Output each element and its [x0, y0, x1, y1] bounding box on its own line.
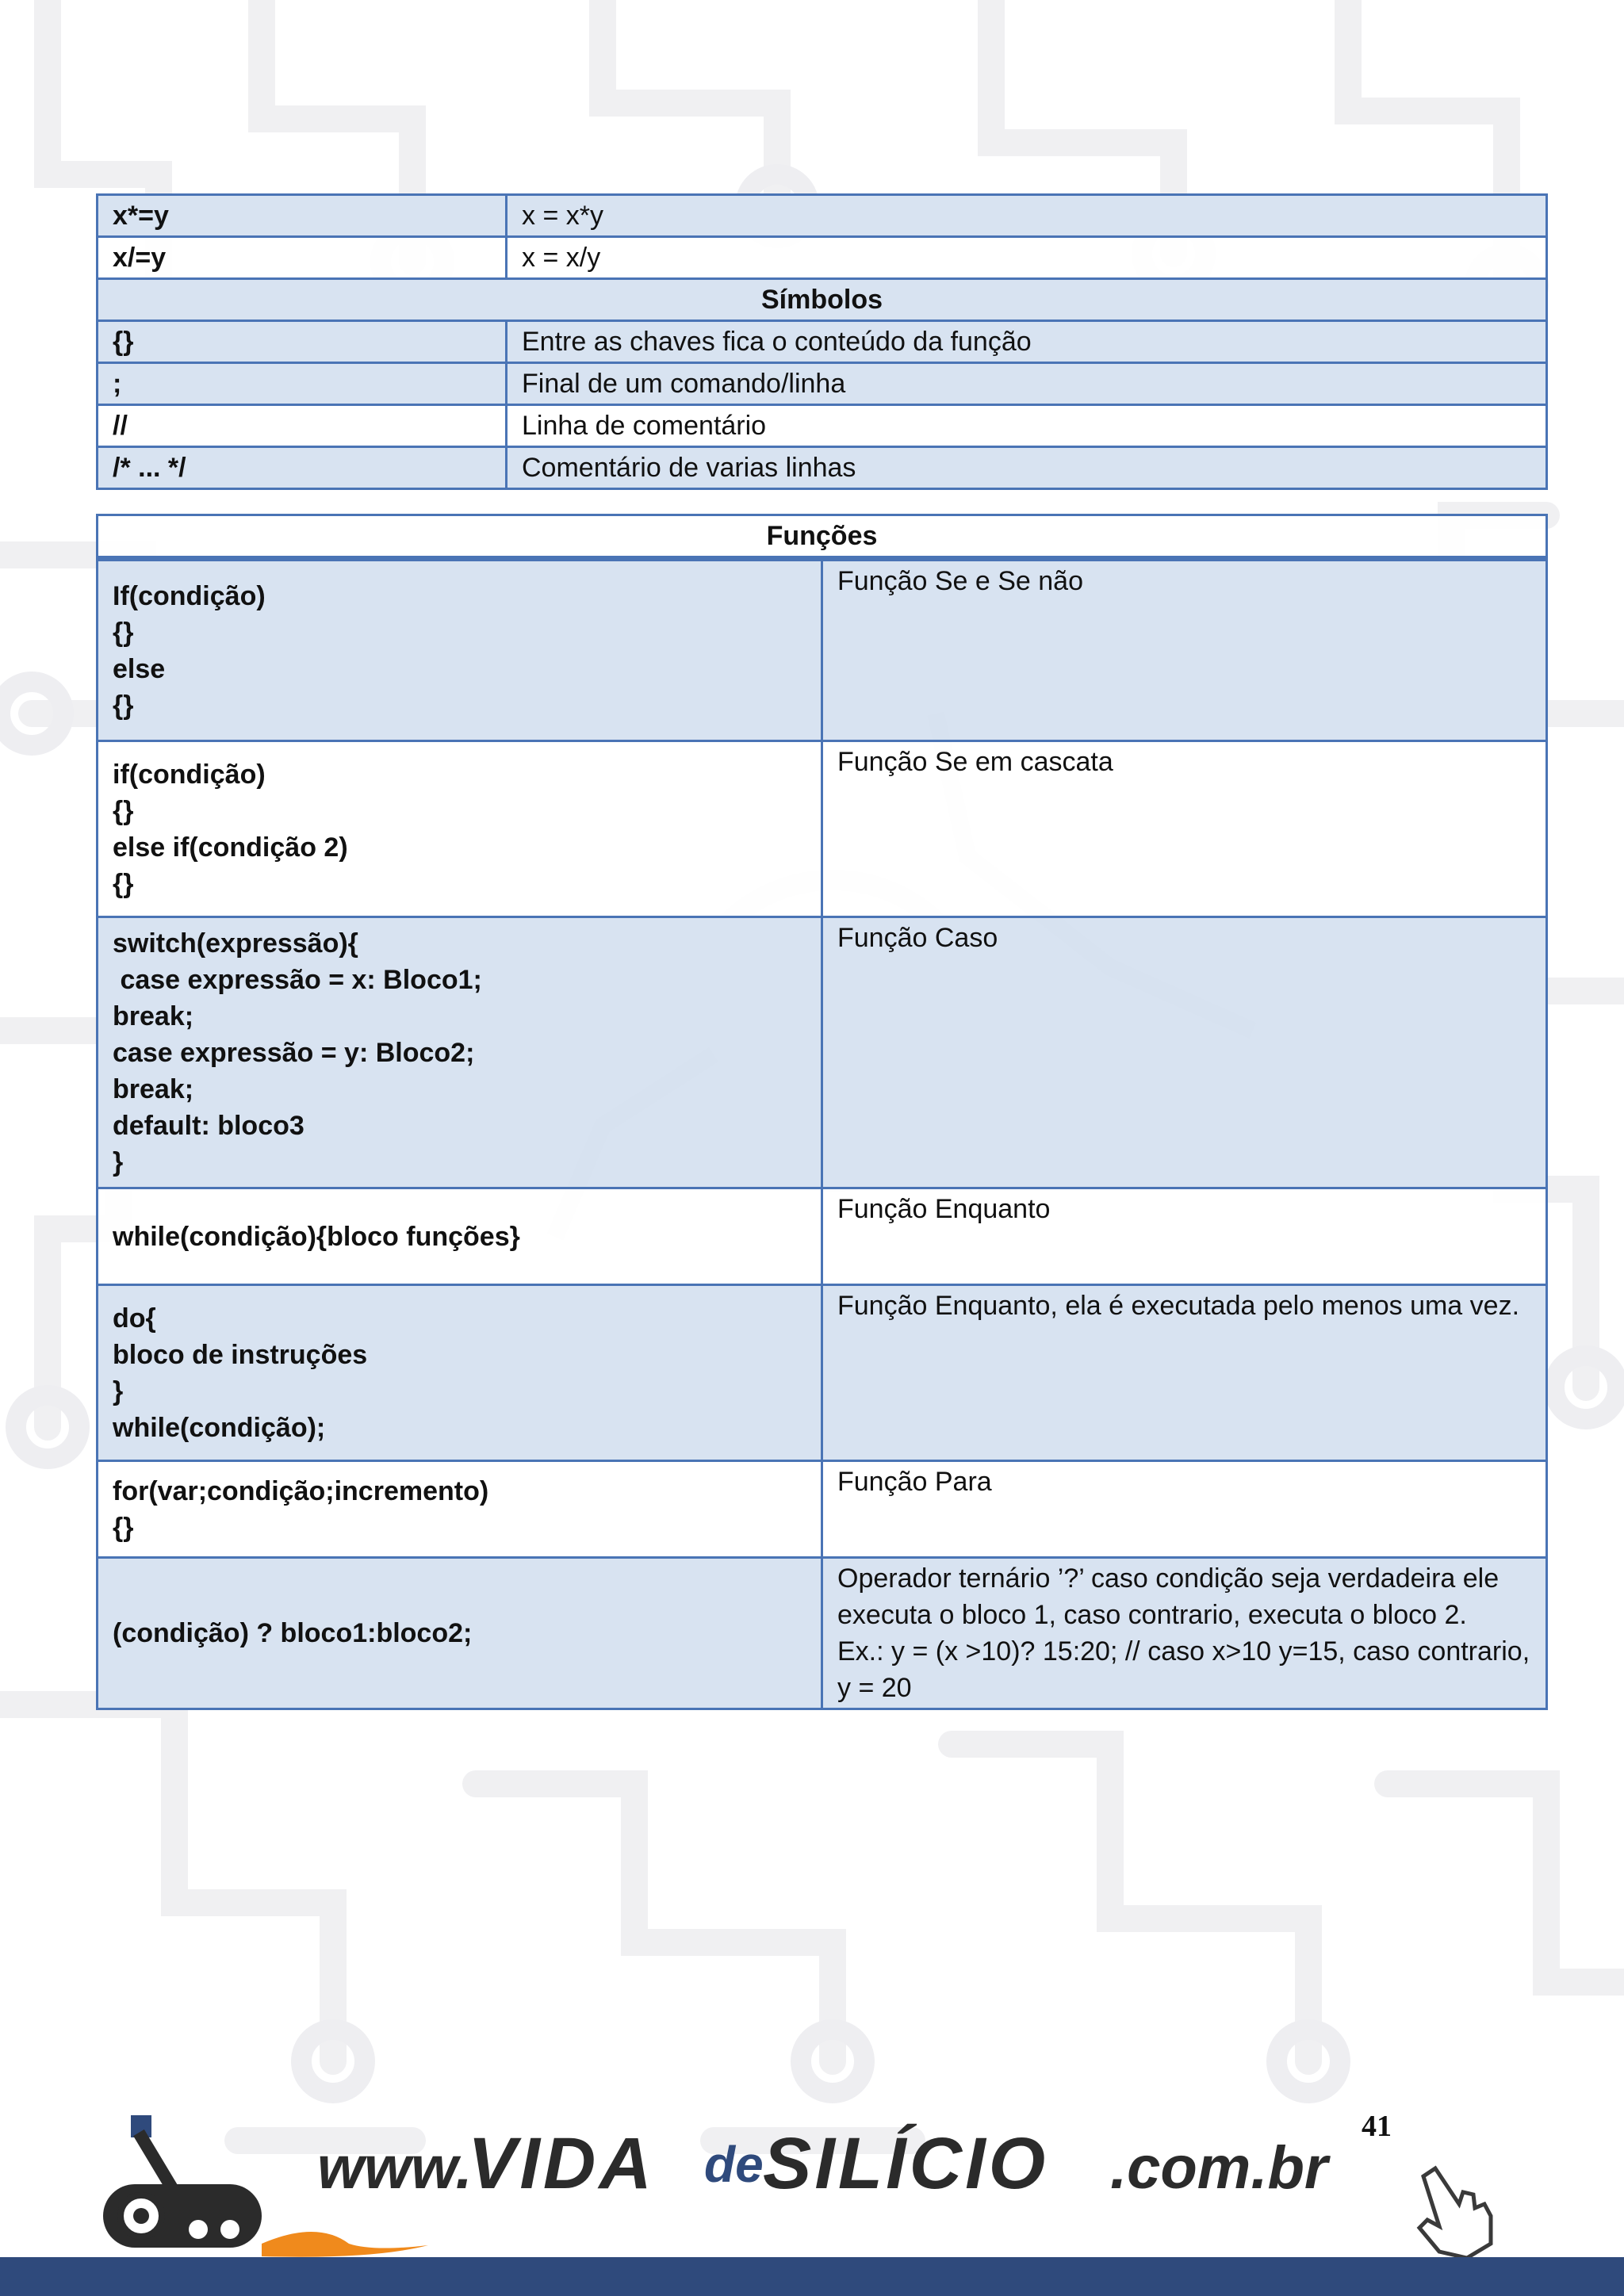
table-row: [98, 195, 1547, 237]
code-line: else: [113, 653, 166, 684]
code-line: {}: [113, 795, 134, 826]
symbol-cell: {}: [98, 321, 507, 363]
code-line: bloco de instruções: [113, 1339, 368, 1370]
functions-header-row: [98, 515, 1547, 559]
description-cell: Final de um comando/linha: [507, 363, 1547, 405]
function-description-cell: [822, 1461, 1547, 1558]
function-description-cell: [822, 1188, 1547, 1285]
svg-text:www.: www.: [317, 2134, 473, 2202]
code-line: (condição) ? bloco1:bloco2;: [113, 1618, 473, 1648]
svg-text:VIDA: VIDA: [468, 2123, 655, 2204]
svg-text:SILÍCIO: SILÍCIO: [763, 2123, 1049, 2204]
code-line: for(var;condição;incremento): [113, 1475, 489, 1506]
operators-symbols-table: [96, 193, 1548, 490]
symbol-cell: x*=y: [98, 195, 507, 237]
function-description-cell: [822, 741, 1547, 917]
symbol-cell: ;: [98, 363, 507, 405]
description-cell: Comentário de varias linhas: [507, 447, 1547, 489]
page-number: 41: [1362, 2110, 1392, 2143]
symbol-cell: /* ... */: [98, 447, 507, 489]
footer-logo-banner: [0, 2101, 1624, 2260]
function-description-cell: [822, 1558, 1547, 1709]
code-line: case expressão = x: Bloco1;: [113, 964, 482, 995]
code-line: case expressão = y: Bloco2;: [113, 1037, 475, 1068]
description-line: Operador ternário ’?’ caso condição seja verdadeira ele executa o bloco 1, caso contrario, executa o bloco 2.: [837, 1563, 1500, 1630]
code-line: switch(expressão){: [113, 928, 358, 959]
code-line: }: [113, 1376, 124, 1406]
function-description-cell: [822, 917, 1547, 1188]
vida-de-silicio-logo: [317, 2123, 1331, 2204]
description-cell: x = x*y: [507, 195, 1547, 237]
code-line: break;: [113, 1073, 194, 1104]
description-line: Ex.: y = (x >10)? 15:20; // caso x>10 y=15, caso contrario, y = 20: [837, 1636, 1530, 1703]
functions-header: Funções: [98, 515, 1547, 559]
table-row: [98, 405, 1547, 447]
code-line: If(condição): [113, 580, 266, 611]
description-line: Função Se e Se não: [837, 566, 1084, 596]
function-code-cell: [98, 741, 822, 917]
function-row: [98, 741, 1547, 917]
svg-text:de: de: [704, 2136, 764, 2193]
function-code-cell: [98, 1558, 822, 1709]
code-line: else if(condição 2): [113, 832, 348, 863]
description-cell: x = x/y: [507, 237, 1547, 279]
code-line: {}: [113, 690, 134, 721]
symbol-cell: //: [98, 405, 507, 447]
symbol-cell: x/=y: [98, 237, 507, 279]
table-row: [98, 447, 1547, 489]
functions-table: [96, 514, 1548, 1710]
code-line: {}: [113, 868, 134, 899]
function-row: [98, 1285, 1547, 1461]
footer-bar: [0, 2257, 1624, 2296]
description-cell: Linha de comentário: [507, 405, 1547, 447]
code-line: break;: [113, 1001, 194, 1031]
code-line: {}: [113, 1512, 134, 1543]
function-code-cell: [98, 1188, 822, 1285]
description-line: Função Caso: [837, 923, 998, 953]
symbols-header-row: [98, 279, 1547, 321]
code-line: do{: [113, 1303, 156, 1334]
function-code-cell: [98, 1461, 822, 1558]
function-description-cell: [822, 1285, 1547, 1461]
function-code-cell: [98, 1285, 822, 1461]
function-code-cell: [98, 559, 822, 741]
symbols-header: Símbolos: [98, 279, 1547, 321]
code-line: while(condição){bloco funções}: [113, 1221, 520, 1252]
description-line: Função Enquanto, ela é executada pelo menos uma vez.: [837, 1291, 1520, 1321]
table-row: [98, 237, 1547, 279]
table-row: [98, 363, 1547, 405]
pointing-hand-icon: [1419, 2168, 1491, 2258]
function-code-cell: [98, 917, 822, 1188]
code-line: default: bloco3: [113, 1110, 304, 1141]
function-row: [98, 559, 1547, 741]
code-line: while(condição);: [113, 1412, 326, 1443]
code-line: {}: [113, 617, 134, 648]
description-cell: Entre as chaves fica o conteúdo da função: [507, 321, 1547, 363]
function-row: [98, 1461, 1547, 1558]
function-row: [98, 1558, 1547, 1709]
description-line: Função Se em cascata: [837, 747, 1113, 777]
function-description-cell: [822, 559, 1547, 741]
table-row: [98, 321, 1547, 363]
function-row: [98, 1188, 1547, 1285]
code-line: if(condição): [113, 759, 266, 790]
code-line: }: [113, 1146, 124, 1177]
function-row: [98, 917, 1547, 1188]
description-line: Função Enquanto: [837, 1194, 1051, 1224]
svg-text:.com.br: .com.br: [1110, 2134, 1328, 2202]
description-line: Função Para: [837, 1467, 992, 1497]
